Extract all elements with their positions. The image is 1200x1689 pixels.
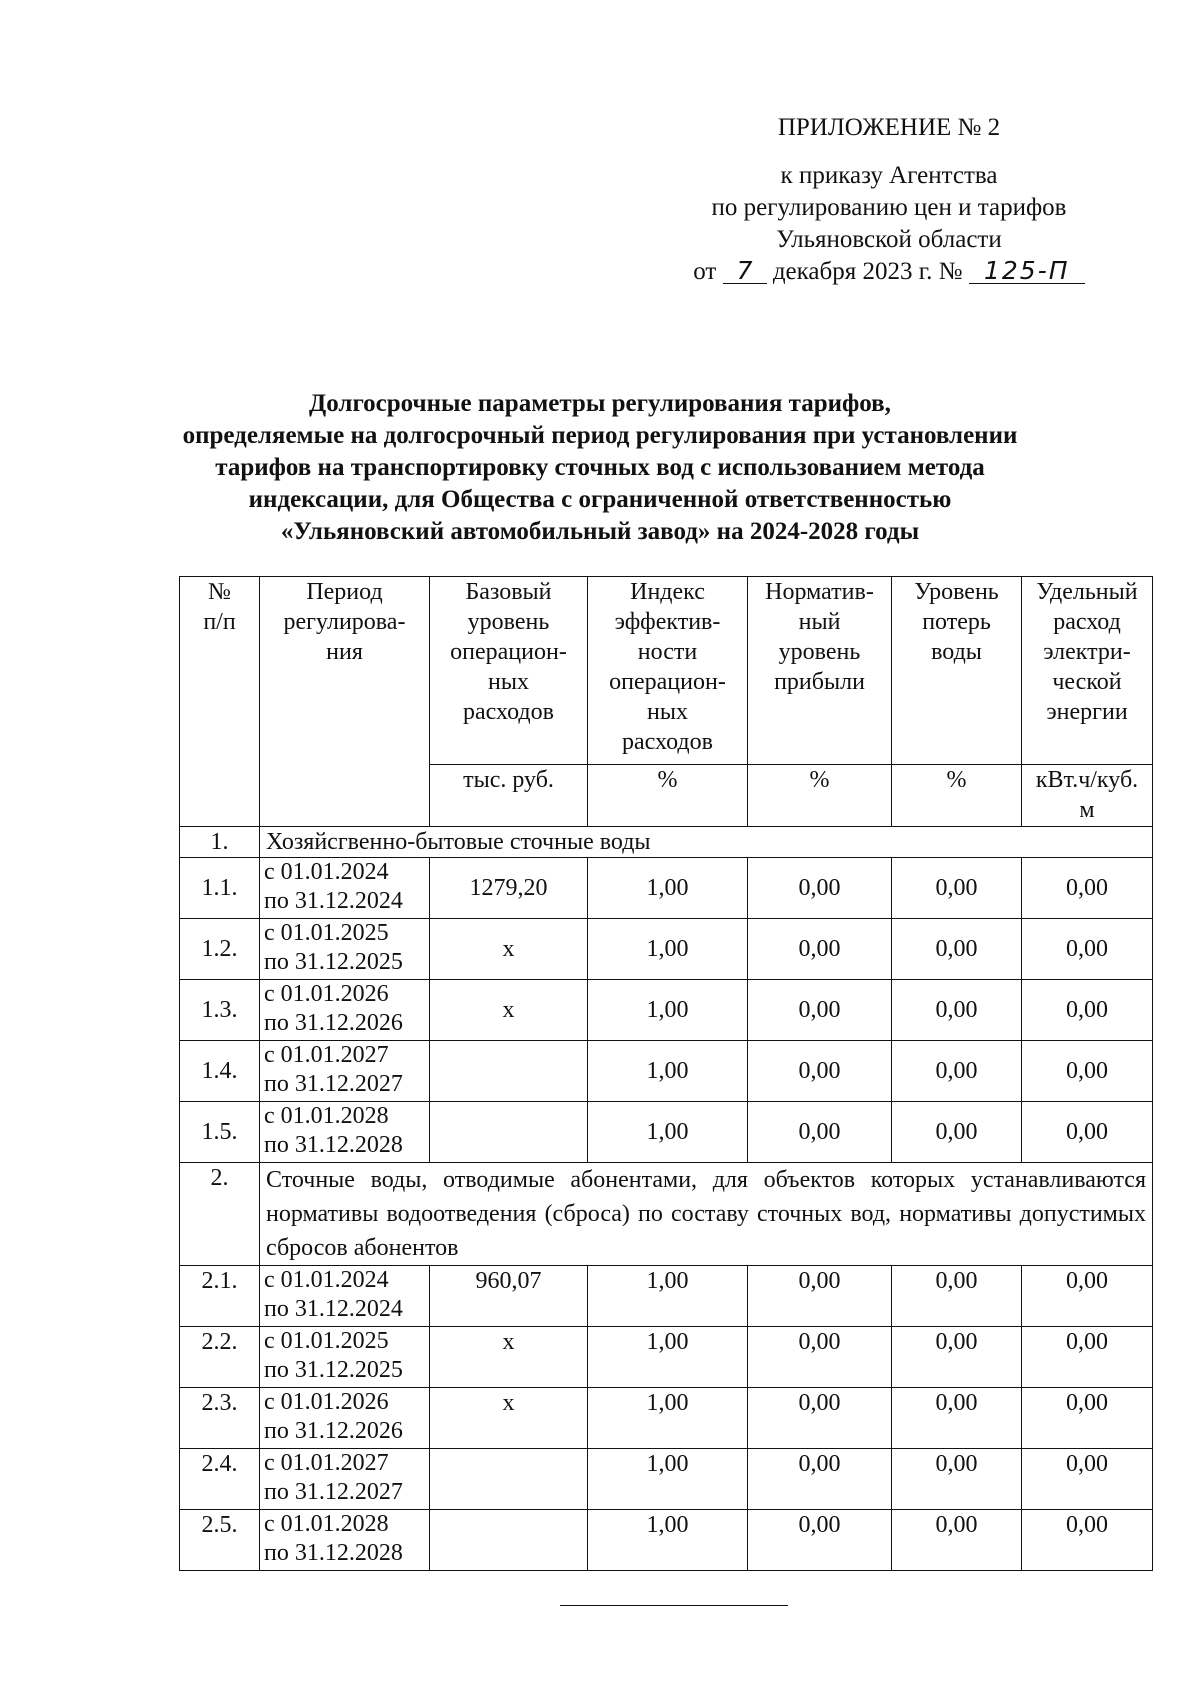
period-from: с 01.01.2025 xyxy=(264,920,389,946)
period-to: по 31.12.2028 xyxy=(264,1132,403,1158)
header-line: п/п xyxy=(203,609,236,635)
row-water-loss: 0,00 xyxy=(892,1041,1022,1102)
period-to: по 31.12.2027 xyxy=(264,1479,403,1505)
header-line: Норматив- xyxy=(765,579,874,605)
unit-energy-line-1: кВт.ч/куб. xyxy=(1035,767,1139,793)
header-line: регулирова- xyxy=(283,609,406,635)
row-efficiency-index: 1,00 xyxy=(588,1449,748,1510)
header-line: расходов xyxy=(622,729,713,755)
row-energy-consumption: 0,00 xyxy=(1022,980,1153,1041)
table-row xyxy=(180,980,1153,1041)
unit-energy-line-2: м xyxy=(1079,797,1095,823)
unit-energy-consumption xyxy=(1022,765,1153,827)
row-period xyxy=(260,1449,430,1510)
row-energy-consumption: 0,00 xyxy=(1022,1266,1153,1327)
row-profit-level: 0,00 xyxy=(748,1327,892,1388)
header-line: уровень xyxy=(467,609,550,635)
header-base-level xyxy=(430,577,588,765)
document-title xyxy=(150,388,1050,548)
row-number: 2.2. xyxy=(180,1327,260,1388)
header-line: ных xyxy=(488,669,529,695)
row-water-loss: 0,00 xyxy=(892,858,1022,919)
row-number: 2.1. xyxy=(180,1266,260,1327)
title-line-4: индексации, для Общества с ограниченной ответственностью xyxy=(248,486,952,513)
row-profit-level: 0,00 xyxy=(748,1388,892,1449)
period-from: с 01.01.2026 xyxy=(264,1389,389,1415)
period-to: по 31.12.2026 xyxy=(264,1010,403,1036)
header-line: операцион- xyxy=(609,669,726,695)
period-from: с 01.01.2024 xyxy=(264,859,389,885)
row-period xyxy=(260,1510,430,1571)
section-name: Хозяйсгвенно-бытовые сточные воды xyxy=(260,827,1153,858)
period-from: с 01.01.2026 xyxy=(264,981,389,1007)
row-period xyxy=(260,858,430,919)
row-efficiency-index: 1,00 xyxy=(588,980,748,1041)
unit-profit-level: % xyxy=(748,765,892,827)
header-profit-level xyxy=(748,577,892,765)
period-to: по 31.12.2024 xyxy=(264,888,403,914)
appendix-block xyxy=(600,112,1178,288)
header-line: энергии xyxy=(1046,699,1128,725)
row-energy-consumption: 0,00 xyxy=(1022,1327,1153,1388)
appendix-date-line xyxy=(600,256,1178,288)
row-period xyxy=(260,1327,430,1388)
row-efficiency-index: 1,00 xyxy=(588,1266,748,1327)
row-period xyxy=(260,1388,430,1449)
period-to: по 31.12.2025 xyxy=(264,1357,403,1383)
section-row xyxy=(180,827,1153,858)
row-efficiency-index: 1,00 xyxy=(588,1041,748,1102)
row-efficiency-index: 1,00 xyxy=(588,1510,748,1571)
row-efficiency-index: 1,00 xyxy=(588,1327,748,1388)
header-line: Удельный xyxy=(1036,579,1138,605)
row-base-level xyxy=(430,1510,588,1571)
appendix-line-2: по регулированию цен и тарифов xyxy=(711,194,1067,221)
header-line: потерь xyxy=(922,609,991,635)
table-row xyxy=(180,1449,1153,1510)
table-row xyxy=(180,1266,1153,1327)
row-number: 1.2. xyxy=(180,919,260,980)
row-number: 1.1. xyxy=(180,858,260,919)
row-number: 1.5. xyxy=(180,1102,260,1163)
header-line: ных xyxy=(647,699,688,725)
header-line: расходов xyxy=(463,699,554,725)
period-to: по 31.12.2026 xyxy=(264,1418,403,1444)
table-row xyxy=(180,1388,1153,1449)
row-profit-level: 0,00 xyxy=(748,1102,892,1163)
period-from: с 01.01.2024 xyxy=(264,1267,389,1293)
tariff-parameters-table xyxy=(179,576,1153,1571)
row-base-level: 960,07 xyxy=(430,1266,588,1327)
header-line: расход xyxy=(1053,609,1121,635)
period-from: с 01.01.2028 xyxy=(264,1103,389,1129)
header-line: Базовый xyxy=(465,579,552,605)
row-base-level xyxy=(430,1041,588,1102)
row-period xyxy=(260,919,430,980)
row-period xyxy=(260,980,430,1041)
table-row xyxy=(180,1041,1153,1102)
header-water-loss xyxy=(892,577,1022,765)
header-energy-consumption xyxy=(1022,577,1153,765)
header-number xyxy=(180,577,260,827)
table-row xyxy=(180,919,1153,980)
table-row xyxy=(180,1510,1153,1571)
row-water-loss: 0,00 xyxy=(892,1102,1022,1163)
handwritten-order-number: 125-П xyxy=(969,259,1085,284)
section-number: 2. xyxy=(180,1163,260,1266)
header-line: электри- xyxy=(1043,639,1131,665)
header-line: Индекс xyxy=(630,579,705,605)
title-line-1: Долгосрочные параметры регулирования тарифов, xyxy=(309,390,891,417)
header-line: операцион- xyxy=(450,639,567,665)
row-base-level: х xyxy=(430,1388,588,1449)
closing-rule xyxy=(560,1605,788,1606)
row-energy-consumption: 0,00 xyxy=(1022,858,1153,919)
row-base-level: х xyxy=(430,1327,588,1388)
row-water-loss: 0,00 xyxy=(892,1266,1022,1327)
row-base-level: х xyxy=(430,919,588,980)
period-from: с 01.01.2027 xyxy=(264,1042,389,1068)
header-line: эффектив- xyxy=(614,609,721,635)
row-number: 1.4. xyxy=(180,1041,260,1102)
section-row xyxy=(180,1163,1153,1266)
row-water-loss: 0,00 xyxy=(892,980,1022,1041)
row-energy-consumption: 0,00 xyxy=(1022,1102,1153,1163)
row-base-level: 1279,20 xyxy=(430,858,588,919)
row-profit-level: 0,00 xyxy=(748,1449,892,1510)
header-row xyxy=(180,577,1153,765)
header-line: ния xyxy=(326,639,363,665)
period-to: по 31.12.2025 xyxy=(264,949,403,975)
date-prefix: от xyxy=(693,258,717,285)
period-to: по 31.12.2024 xyxy=(264,1296,403,1322)
row-profit-level: 0,00 xyxy=(748,1510,892,1571)
row-energy-consumption: 0,00 xyxy=(1022,1041,1153,1102)
row-profit-level: 0,00 xyxy=(748,858,892,919)
table-row xyxy=(180,858,1153,919)
period-from: с 01.01.2028 xyxy=(264,1511,389,1537)
row-number: 2.5. xyxy=(180,1510,260,1571)
table-row xyxy=(180,1102,1153,1163)
row-water-loss: 0,00 xyxy=(892,919,1022,980)
unit-water-loss: % xyxy=(892,765,1022,827)
date-middle: декабря 2023 г. № xyxy=(772,258,963,285)
period-to: по 31.12.2028 xyxy=(264,1540,403,1566)
row-base-level xyxy=(430,1102,588,1163)
row-base-level xyxy=(430,1449,588,1510)
header-line: Период xyxy=(306,579,383,605)
header-line: воды xyxy=(931,639,982,665)
row-base-level: х xyxy=(430,980,588,1041)
header-period xyxy=(260,577,430,827)
title-line-3: тарифов на транспортировку сточных вод с использованием метода xyxy=(215,454,985,481)
row-energy-consumption: 0,00 xyxy=(1022,1510,1153,1571)
row-energy-consumption: 0,00 xyxy=(1022,1449,1153,1510)
appendix-line-3: Ульяновской области xyxy=(776,226,1002,253)
handwritten-day: 7 xyxy=(723,259,767,284)
table-row xyxy=(180,1327,1153,1388)
header-line: уровень xyxy=(778,639,861,665)
appendix-line-1: к приказу Агентства xyxy=(780,162,998,189)
section-name: Сточные воды, отводимые абонентами, для объектов которых устанавливаются нормативы водоотведения (сброса) по составу сточных вод, нормативы допустимых сбросов абонентов xyxy=(260,1163,1153,1266)
row-profit-level: 0,00 xyxy=(748,919,892,980)
row-number: 2.4. xyxy=(180,1449,260,1510)
row-period xyxy=(260,1266,430,1327)
title-line-5: «Ульяновский автомобильный завод» на 2024-2028 годы xyxy=(280,518,920,545)
row-profit-level: 0,00 xyxy=(748,1041,892,1102)
row-period xyxy=(260,1041,430,1102)
period-from: с 01.01.2025 xyxy=(264,1328,389,1354)
row-energy-consumption: 0,00 xyxy=(1022,1388,1153,1449)
section-number: 1. xyxy=(180,827,260,858)
header-line: Уровень xyxy=(914,579,999,605)
row-number: 2.3. xyxy=(180,1388,260,1449)
header-line: ности xyxy=(637,639,698,665)
row-energy-consumption: 0,00 xyxy=(1022,919,1153,980)
row-water-loss: 0,00 xyxy=(892,1510,1022,1571)
row-profit-level: 0,00 xyxy=(748,1266,892,1327)
row-efficiency-index: 1,00 xyxy=(588,1388,748,1449)
row-efficiency-index: 1,00 xyxy=(588,858,748,919)
row-water-loss: 0,00 xyxy=(892,1388,1022,1449)
header-line: ный xyxy=(798,609,841,635)
row-profit-level: 0,00 xyxy=(748,980,892,1041)
row-period xyxy=(260,1102,430,1163)
header-line: ческой xyxy=(1052,669,1122,695)
row-efficiency-index: 1,00 xyxy=(588,919,748,980)
period-to: по 31.12.2027 xyxy=(264,1071,403,1097)
row-efficiency-index: 1,00 xyxy=(588,1102,748,1163)
header-efficiency-index xyxy=(588,577,748,765)
period-from: с 01.01.2027 xyxy=(264,1450,389,1476)
unit-base-level: тыс. руб. xyxy=(430,765,588,827)
header-line: прибыли xyxy=(774,669,865,695)
header-line: № xyxy=(208,579,231,605)
title-line-2: определяемые на долгосрочный период регулирования при установлении xyxy=(182,422,1018,449)
row-water-loss: 0,00 xyxy=(892,1327,1022,1388)
appendix-title: ПРИЛОЖЕНИЕ № 2 xyxy=(777,114,1001,141)
row-number: 1.3. xyxy=(180,980,260,1041)
row-water-loss: 0,00 xyxy=(892,1449,1022,1510)
unit-efficiency-index: % xyxy=(588,765,748,827)
